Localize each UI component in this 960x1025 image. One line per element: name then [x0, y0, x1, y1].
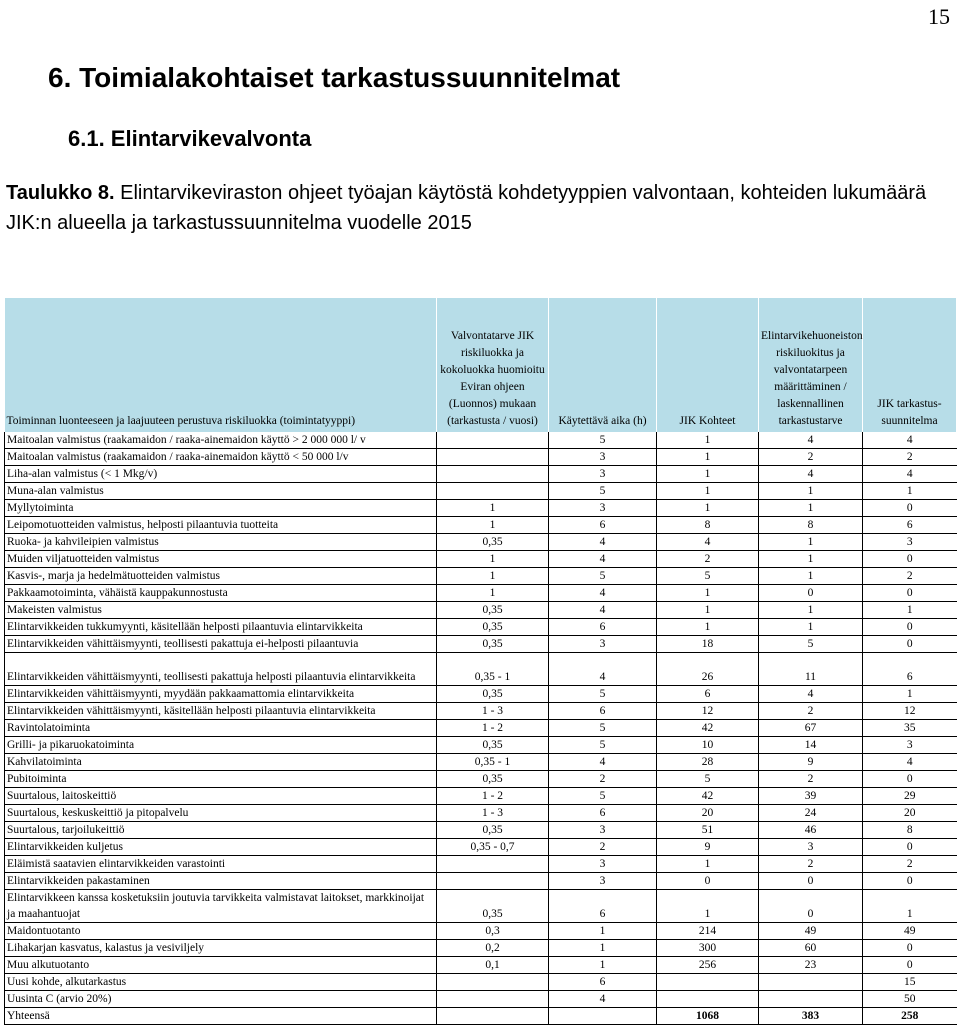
row-jik-sites: 1	[657, 585, 759, 602]
row-activity-name: Uusi kohde, alkutarkastus	[5, 974, 437, 991]
row-inspection-need: 1 - 2	[437, 720, 549, 737]
row-calculated-need: 1	[759, 534, 863, 551]
row-calculated-need: 2	[759, 703, 863, 720]
row-inspection-plan: 6	[863, 517, 957, 534]
row-activity-name: Pakkaamotoiminta, vähäistä kauppakunnostusta	[5, 585, 437, 602]
row-inspection-plan: 4	[863, 466, 957, 483]
row-jik-sites: 10	[657, 737, 759, 754]
row-jik-sites: 18	[657, 636, 759, 653]
row-jik-sites: 300	[657, 940, 759, 957]
row-inspection-need: 0,35 - 0,7	[437, 839, 549, 856]
row-activity-name: Elintarvikkeiden vähittäismyynti, käsitellään helposti pilaantuvia elintarvikkeita	[5, 703, 437, 720]
table-row	[5, 500, 957, 517]
row-calculated-need: 0	[759, 585, 863, 602]
row-activity-name: Grilli- ja pikaruokatoiminta	[5, 737, 437, 754]
row-activity-name: Eläimistä saatavien elintarvikkeiden varastointi	[5, 856, 437, 873]
row-time-used: 6	[549, 805, 657, 822]
row-time-used: 5	[549, 788, 657, 805]
row-inspection-need: 1	[437, 517, 549, 534]
table-row	[5, 890, 957, 923]
table-row	[5, 483, 957, 500]
subsection-heading: 6.1. Elintarvikevalvonta	[68, 126, 312, 151]
row-inspection-need: 0,35	[437, 737, 549, 754]
row-inspection-need: 1 - 3	[437, 805, 549, 822]
row-inspection-plan: 35	[863, 720, 957, 737]
row-time-used: 4	[549, 754, 657, 771]
row-inspection-plan: 0	[863, 940, 957, 957]
row-time-used: 5	[549, 686, 657, 703]
row-time-used: 4	[549, 653, 657, 686]
row-activity-name: Muna-alan valmistus	[5, 483, 437, 500]
row-inspection-plan: 3	[863, 737, 957, 754]
row-inspection-need: 0,35 - 1	[437, 754, 549, 771]
row-activity-name: Pubitoiminta	[5, 771, 437, 788]
row-calculated-need: 49	[759, 923, 863, 940]
total-calculated-need: 383	[759, 1008, 863, 1025]
table-row	[5, 856, 957, 873]
row-calculated-need: 60	[759, 940, 863, 957]
row-time-used: 4	[549, 602, 657, 619]
row-inspection-need	[437, 974, 549, 991]
row-time-used: 1	[549, 957, 657, 974]
total-inspection-need	[437, 1008, 549, 1025]
row-inspection-need: 0,35	[437, 619, 549, 636]
row-jik-sites: 6	[657, 686, 759, 703]
row-calculated-need: 14	[759, 737, 863, 754]
row-calculated-need: 39	[759, 788, 863, 805]
row-time-used: 5	[549, 720, 657, 737]
row-activity-name: Liha-alan valmistus (< 1 Mkg/v)	[5, 466, 437, 483]
row-time-used: 1	[549, 940, 657, 957]
row-inspection-plan: 0	[863, 500, 957, 517]
table-row	[5, 449, 957, 466]
total-row	[5, 1008, 957, 1025]
table-row	[5, 619, 957, 636]
row-activity-name: Elintarvikkeiden pakastaminen	[5, 873, 437, 890]
row-jik-sites: 214	[657, 923, 759, 940]
row-inspection-need: 0,35	[437, 686, 549, 703]
row-activity-name: Maidontuotanto	[5, 923, 437, 940]
table-row	[5, 754, 957, 771]
row-inspection-plan: 0	[863, 873, 957, 890]
row-jik-sites: 1	[657, 856, 759, 873]
row-jik-sites	[657, 974, 759, 991]
row-inspection-need: 0,3	[437, 923, 549, 940]
table-row	[5, 636, 957, 653]
row-activity-name: Elintarvikkeiden vähittäismyynti, teollisesti pakattuja helposti pilaantuvia elintarvikkeita	[5, 653, 437, 686]
row-inspection-plan: 0	[863, 839, 957, 856]
row-inspection-plan: 20	[863, 805, 957, 822]
row-jik-sites: 1	[657, 619, 759, 636]
row-activity-name: Elintarvikkeiden vähittäismyynti, myydään pakkaamattomia elintarvikkeita	[5, 686, 437, 703]
row-inspection-plan: 0	[863, 636, 957, 653]
row-calculated-need	[759, 974, 863, 991]
row-time-used: 5	[549, 568, 657, 585]
row-activity-name: Lihakarjan kasvatus, kalastus ja vesiviljely	[5, 940, 437, 957]
row-time-used: 3	[549, 636, 657, 653]
row-time-used: 4	[549, 991, 657, 1008]
row-time-used: 1	[549, 923, 657, 940]
row-inspection-need	[437, 466, 549, 483]
row-inspection-plan: 0	[863, 585, 957, 602]
header-time-used: Käytettävä aika (h)	[549, 298, 657, 432]
total-activity-name: Yhteensä	[5, 1008, 437, 1025]
table-row	[5, 653, 957, 686]
row-jik-sites: 4	[657, 534, 759, 551]
row-inspection-need: 0,35	[437, 890, 549, 923]
row-inspection-need	[437, 432, 549, 449]
header-inspection-need: Valvontatarve JIK riskiluokka ja kokoluokka huomioitu Eviran ohjeen (Luonnos) mukaan (tarkastusta / vuosi)	[437, 298, 549, 432]
row-calculated-need: 5	[759, 636, 863, 653]
row-calculated-need: 3	[759, 839, 863, 856]
table-row	[5, 703, 957, 720]
row-inspection-need: 1	[437, 568, 549, 585]
table-caption	[6, 178, 936, 238]
row-calculated-need: 23	[759, 957, 863, 974]
row-calculated-need: 4	[759, 466, 863, 483]
row-time-used: 3	[549, 856, 657, 873]
row-calculated-need: 2	[759, 856, 863, 873]
row-inspection-plan: 1	[863, 890, 957, 923]
row-inspection-need: 0,35	[437, 636, 549, 653]
row-activity-name: Elintarvikkeiden kuljetus	[5, 839, 437, 856]
page-number: 15	[928, 4, 950, 29]
table-row	[5, 805, 957, 822]
row-calculated-need: 1	[759, 551, 863, 568]
header-inspection-plan: JIK tarkastus-suunnitelma	[863, 298, 957, 432]
row-jik-sites: 1	[657, 449, 759, 466]
row-jik-sites: 1	[657, 500, 759, 517]
row-jik-sites: 42	[657, 788, 759, 805]
table-row	[5, 568, 957, 585]
row-jik-sites: 9	[657, 839, 759, 856]
row-time-used: 5	[549, 432, 657, 449]
row-calculated-need: 9	[759, 754, 863, 771]
row-activity-name: Kasvis-, marja ja hedelmätuotteiden valmistus	[5, 568, 437, 585]
row-inspection-need: 1	[437, 585, 549, 602]
row-activity-name: Suurtalous, tarjoilukeittiö	[5, 822, 437, 839]
row-time-used: 3	[549, 500, 657, 517]
row-inspection-need	[437, 873, 549, 890]
row-jik-sites: 1	[657, 602, 759, 619]
row-inspection-need: 0,35	[437, 771, 549, 788]
row-inspection-plan: 1	[863, 602, 957, 619]
row-inspection-need	[437, 449, 549, 466]
header-activity-type: Toiminnan luonteeseen ja laajuuteen perustuva riskiluokka (toimintatyyppi)	[5, 298, 437, 432]
row-jik-sites: 2	[657, 551, 759, 568]
row-activity-name: Kahvilatoiminta	[5, 754, 437, 771]
row-inspection-need: 0,35	[437, 534, 549, 551]
row-time-used: 4	[549, 551, 657, 568]
table-row	[5, 788, 957, 805]
row-time-used: 5	[549, 737, 657, 754]
row-calculated-need: 2	[759, 449, 863, 466]
table-body	[5, 432, 957, 1025]
table-row	[5, 839, 957, 856]
row-calculated-need: 1	[759, 483, 863, 500]
header-calculated-need: Elintarvikehuoneiston riskiluokitus ja valvontatarpeen määrittäminen / laskennallinen tarkastustarve	[759, 298, 863, 432]
caption-label: Taulukko 8.	[6, 182, 115, 204]
row-jik-sites: 1	[657, 483, 759, 500]
row-inspection-plan: 50	[863, 991, 957, 1008]
row-calculated-need: 67	[759, 720, 863, 737]
total-jik-sites: 1068	[657, 1008, 759, 1025]
table-row	[5, 534, 957, 551]
row-time-used: 3	[549, 822, 657, 839]
row-inspection-need: 0,2	[437, 940, 549, 957]
row-jik-sites: 1	[657, 890, 759, 923]
row-jik-sites: 28	[657, 754, 759, 771]
row-calculated-need: 8	[759, 517, 863, 534]
table-row	[5, 974, 957, 991]
table-row	[5, 737, 957, 754]
row-jik-sites: 1	[657, 432, 759, 449]
row-time-used: 6	[549, 619, 657, 636]
table-row	[5, 686, 957, 703]
table-row	[5, 602, 957, 619]
row-time-used: 4	[549, 534, 657, 551]
table-row	[5, 466, 957, 483]
row-jik-sites: 5	[657, 568, 759, 585]
table-row	[5, 822, 957, 839]
row-inspection-plan: 4	[863, 432, 957, 449]
row-activity-name: Elintarvikkeiden vähittäismyynti, teollisesti pakattuja ei-helposti pilaantuvia	[5, 636, 437, 653]
row-inspection-plan: 2	[863, 568, 957, 585]
row-activity-name: Ravintolatoiminta	[5, 720, 437, 737]
total-time-used	[549, 1008, 657, 1025]
row-inspection-need: 1 - 3	[437, 703, 549, 720]
row-calculated-need: 4	[759, 432, 863, 449]
row-calculated-need: 2	[759, 771, 863, 788]
row-inspection-plan: 6	[863, 653, 957, 686]
row-calculated-need: 24	[759, 805, 863, 822]
row-calculated-need: 4	[759, 686, 863, 703]
row-calculated-need: 1	[759, 568, 863, 585]
row-activity-name: Elintarvikkeen kanssa kosketuksiin joutuvia tarvikkeita valmistavat laitokset, markkinoijat ja maahantuojat	[5, 890, 437, 923]
row-calculated-need: 0	[759, 873, 863, 890]
row-inspection-plan: 49	[863, 923, 957, 940]
row-activity-name: Leipomotuotteiden valmistus, helposti pilaantuvia tuotteita	[5, 517, 437, 534]
row-inspection-plan: 15	[863, 974, 957, 991]
total-inspection-plan: 258	[863, 1008, 957, 1025]
row-time-used: 4	[549, 585, 657, 602]
row-jik-sites: 42	[657, 720, 759, 737]
row-time-used: 2	[549, 839, 657, 856]
table-row	[5, 585, 957, 602]
row-calculated-need: 0	[759, 890, 863, 923]
row-jik-sites: 20	[657, 805, 759, 822]
row-calculated-need: 11	[759, 653, 863, 686]
table-row	[5, 873, 957, 890]
row-inspection-need: 0,35	[437, 602, 549, 619]
row-time-used: 3	[549, 466, 657, 483]
row-time-used: 3	[549, 873, 657, 890]
row-inspection-need: 0,1	[437, 957, 549, 974]
row-activity-name: Uusinta C (arvio 20%)	[5, 991, 437, 1008]
row-calculated-need: 1	[759, 619, 863, 636]
row-inspection-need: 0,35 - 1	[437, 653, 549, 686]
inspection-table-container	[4, 298, 956, 1025]
row-inspection-plan: 0	[863, 619, 957, 636]
table-row	[5, 551, 957, 568]
row-inspection-plan: 8	[863, 822, 957, 839]
row-activity-name: Maitoalan valmistus (raakamaidon / raaka-ainemaidon käyttö < 50 000 l/v	[5, 449, 437, 466]
row-activity-name: Ruoka- ja kahvileipien valmistus	[5, 534, 437, 551]
row-time-used: 6	[549, 703, 657, 720]
row-inspection-plan: 2	[863, 856, 957, 873]
row-calculated-need: 1	[759, 602, 863, 619]
table-row	[5, 720, 957, 737]
row-inspection-plan: 12	[863, 703, 957, 720]
row-jik-sites: 1	[657, 466, 759, 483]
row-inspection-plan: 1	[863, 686, 957, 703]
table-row	[5, 940, 957, 957]
row-time-used: 6	[549, 890, 657, 923]
row-time-used: 2	[549, 771, 657, 788]
row-jik-sites: 8	[657, 517, 759, 534]
row-activity-name: Suurtalous, laitoskeittiö	[5, 788, 437, 805]
row-time-used: 5	[549, 483, 657, 500]
row-activity-name: Muiden viljatuotteiden valmistus	[5, 551, 437, 568]
row-time-used: 6	[549, 974, 657, 991]
row-activity-name: Maitoalan valmistus (raakamaidon / raaka-ainemaidon käyttö > 2 000 000 l/ v	[5, 432, 437, 449]
row-calculated-need: 46	[759, 822, 863, 839]
table-row	[5, 957, 957, 974]
table-row	[5, 923, 957, 940]
row-activity-name: Myllytoiminta	[5, 500, 437, 517]
row-jik-sites: 12	[657, 703, 759, 720]
row-inspection-plan: 0	[863, 551, 957, 568]
table-row	[5, 432, 957, 449]
row-activity-name: Elintarvikkeiden tukkumyynti, käsitellään helposti pilaantuvia elintarvikkeita	[5, 619, 437, 636]
row-inspection-need	[437, 483, 549, 500]
row-inspection-plan: 0	[863, 957, 957, 974]
row-time-used: 3	[549, 449, 657, 466]
row-jik-sites: 5	[657, 771, 759, 788]
header-jik-sites: JIK Kohteet	[657, 298, 759, 432]
section-heading: 6. Toimialakohtaiset tarkastussuunnitelmat	[48, 62, 621, 93]
row-inspection-need: 0,35	[437, 822, 549, 839]
row-inspection-plan: 4	[863, 754, 957, 771]
row-inspection-need	[437, 856, 549, 873]
table-row	[5, 517, 957, 534]
row-activity-name: Muu alkutuotanto	[5, 957, 437, 974]
row-inspection-plan: 2	[863, 449, 957, 466]
row-inspection-plan: 3	[863, 534, 957, 551]
row-jik-sites: 26	[657, 653, 759, 686]
table-row	[5, 771, 957, 788]
inspection-table	[4, 298, 957, 1025]
caption-text: Elintarvikeviraston ohjeet työajan käytöstä kohdetyyppien valvontaan, kohteiden lukumäärä JIK:n alueella ja tarkastussuunnitelma vuodelle 2015	[6, 182, 927, 234]
row-calculated-need: 1	[759, 500, 863, 517]
row-jik-sites: 0	[657, 873, 759, 890]
row-jik-sites: 51	[657, 822, 759, 839]
row-activity-name: Suurtalous, keskuskeittiö ja pitopalvelu	[5, 805, 437, 822]
row-inspection-need: 1 - 2	[437, 788, 549, 805]
row-inspection-need: 1	[437, 500, 549, 517]
row-time-used: 6	[549, 517, 657, 534]
row-inspection-plan: 1	[863, 483, 957, 500]
row-inspection-plan: 29	[863, 788, 957, 805]
row-jik-sites: 256	[657, 957, 759, 974]
row-activity-name: Makeisten valmistus	[5, 602, 437, 619]
row-inspection-plan: 0	[863, 771, 957, 788]
row-inspection-need: 1	[437, 551, 549, 568]
